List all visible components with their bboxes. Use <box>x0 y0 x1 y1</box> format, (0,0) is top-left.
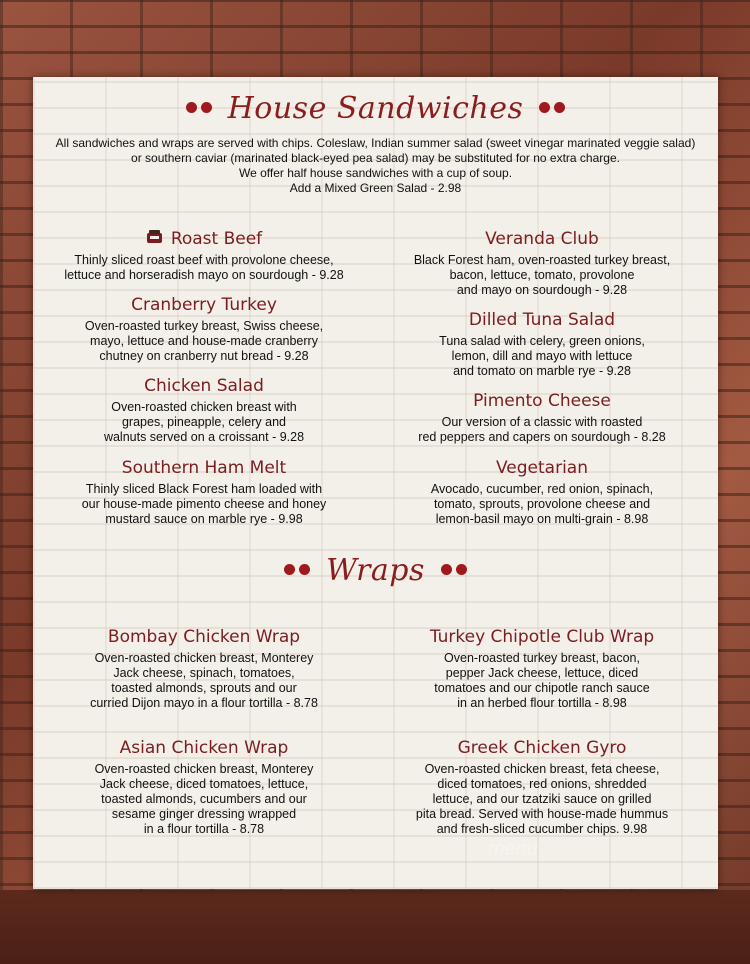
sandwiches-intro <box>45 136 706 196</box>
menu-item-asian-chicken-wrap <box>44 737 364 837</box>
item-name: Veranda Club <box>485 229 599 249</box>
menu-item-turkey-chipotle-club-wrap <box>382 626 702 711</box>
item-name: Pimento Cheese <box>473 391 611 411</box>
menu-item-veranda-club <box>382 228 702 298</box>
item-description: Oven-roasted turkey breast, Swiss cheese, mayo, lettuce and house-made cranberry chutney on cranberry nut bread - 9.28 <box>84 319 324 363</box>
item-description: Thinly sliced Black Forest ham loaded with our house-made pimento cheese and honey mustard sauce on marble rye - 9.98 <box>81 482 327 526</box>
intro-line: or southern caviar (marinated black-eyed pea salad) may be substituted for no extra charge. <box>131 151 620 165</box>
menu-item-greek-chicken-gyro <box>382 737 702 837</box>
menu-item-roast-beef <box>44 228 364 283</box>
menu-item-vegetarian <box>382 457 702 527</box>
footer-band <box>0 890 750 964</box>
intro-line: Add a Mixed Green Salad - 2.98 <box>289 181 462 195</box>
sandwiches-title: House Sandwiches <box>227 91 524 126</box>
item-description: Thinly sliced roast beef with provolone cheese, lettuce and horseradish mayo on sourdough - 9.28 <box>64 253 344 282</box>
menu-item-dilled-tuna-salad <box>382 309 702 379</box>
item-name: Cranberry Turkey <box>131 295 277 315</box>
item-description: Black Forest ham, oven-roasted turkey breast, bacon, lettuce, tomato, provolone and mayo on sourdough - 9.28 <box>413 253 671 297</box>
menu-panel <box>33 77 718 889</box>
item-description: Oven-roasted chicken breast, Monterey Jack cheese, spinach, tomatoes, toasted almonds, sprouts and our curried Dijon mayo in a flour tortilla - 8.78 <box>90 651 318 710</box>
item-description: Tuna salad with celery, green onions, lemon, dill and mayo with lettuce and tomato on marble rye - 9.28 <box>439 334 645 378</box>
decor-dots-left <box>282 553 312 588</box>
item-description: Our version of a classic with roasted red peppers and capers on sourdough - 8.28 <box>418 415 666 444</box>
wraps-heading <box>33 553 718 588</box>
item-name: Bombay Chicken Wrap <box>107 627 301 647</box>
wraps-title: Wraps <box>326 553 425 588</box>
menu-item-pimento-cheese <box>382 390 702 445</box>
watermark-logo: menu <box>488 838 539 860</box>
decor-dots-left <box>184 91 214 126</box>
item-name: Dilled Tuna Salad <box>468 310 616 330</box>
item-name <box>44 228 364 250</box>
decor-dots-right <box>537 91 567 126</box>
menu-item-cranberry-turkey <box>44 294 364 364</box>
sandwiches-heading <box>33 91 718 126</box>
item-name: Southern Ham Melt <box>121 458 287 478</box>
intro-line: All sandwiches and wraps are served with chips. Coleslaw, Indian summer salad (sweet vinegar marinated veggie salad) <box>55 136 696 150</box>
item-name: Chicken Salad <box>144 376 264 396</box>
item-description: Oven-roasted chicken breast with grapes, pineapple, celery and walnuts served on a croissant - 9.28 <box>103 400 305 444</box>
item-description: Oven-roasted chicken breast, feta cheese, diced tomatoes, red onions, shredded lettuce, and our tzatziki sauce on grilled pita bread. Served with house-made hummus and fresh-sliced cucumber chips. 9.98 <box>415 762 669 836</box>
item-description: Oven-roasted chicken breast, Monterey Jack cheese, diced tomatoes, lettuce, toasted almonds, cucumbers and our sesame ginger dressing wrapped in a flour tortilla - 8.78 <box>94 762 314 836</box>
intro-line: We offer half house sandwiches with a cup of soup. <box>238 166 513 180</box>
item-name: Greek Chicken Gyro <box>457 738 627 758</box>
decor-dots-right <box>439 553 469 588</box>
menu-item-southern-ham-melt <box>44 457 364 527</box>
menu-item-chicken-salad <box>44 375 364 445</box>
menu-item-bombay-chicken-wrap <box>44 626 364 711</box>
item-name: Vegetarian <box>495 458 588 478</box>
item-name: Turkey Chipotle Club Wrap <box>429 627 655 647</box>
item-name: Asian Chicken Wrap <box>119 738 289 758</box>
cow-icon <box>146 230 163 244</box>
item-name-text: Roast Beef <box>170 229 263 249</box>
item-description: Oven-roasted turkey breast, bacon, pepper Jack cheese, lettuce, diced tomatoes and our chipotle ranch sauce in an herbed flour tortilla - 8.98 <box>434 651 650 710</box>
item-description: Avocado, cucumber, red onion, spinach, tomato, sprouts, provolone cheese and lemon-basil mayo on multi-grain - 8.98 <box>430 482 654 526</box>
